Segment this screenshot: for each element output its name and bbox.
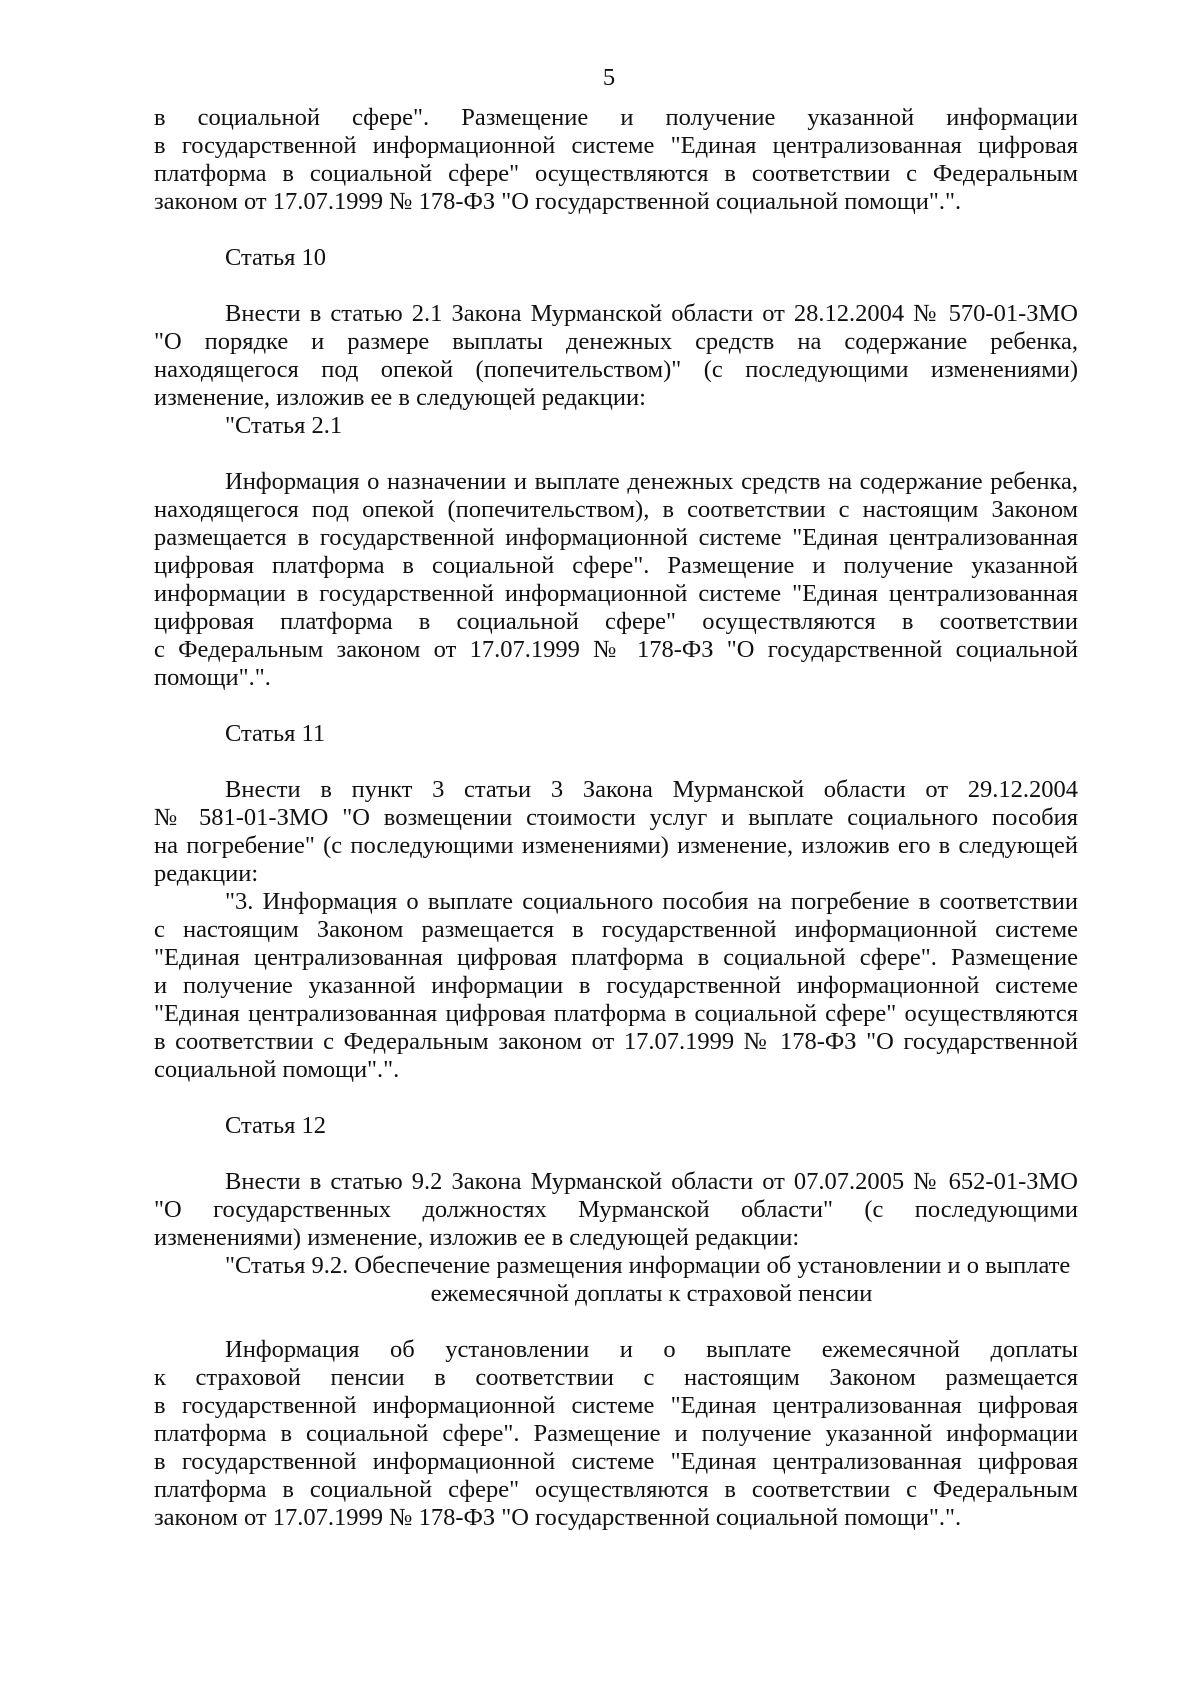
paragraph-line: платформа в социальной сфере" осуществляются в соответствии с Федеральным: [154, 160, 1078, 187]
spacer: [154, 272, 1078, 300]
paragraph-line: цифровая платформа в социальной сфере" осуществляются в соответствии: [154, 608, 1078, 635]
paragraph-line: "О порядке и размере выплаты денежных средств на содержание ребенка,: [154, 328, 1078, 355]
paragraph-line: информации в государственной информационной системе "Единая централизованная: [154, 580, 1078, 607]
paragraph-line: размещается в государственной информационной системе "Единая централизованная: [154, 524, 1078, 551]
paragraph-line: на погребение" (с последующими изменениями) изменение, изложив его в следующей: [154, 832, 1078, 859]
paragraph-line: "3. Информация о выплате социального пособия на погребение в соответствии: [225, 888, 1078, 915]
page-number: 5: [602, 64, 616, 91]
paragraph-line: "Единая централизованная цифровая платформа в социальной сфере" осуществляются: [154, 1000, 1078, 1027]
paragraph-line: № 581-01-ЗМО "О возмещении стоимости услуг и выплате социального пособия: [154, 804, 1078, 831]
paragraph-line: платформа в социальной сфере" осуществляются в соответствии с Федеральным: [154, 1476, 1078, 1503]
paragraph-line: "О государственных должностях Мурманской области" (с последующими: [154, 1196, 1078, 1223]
article-title-10: Статья 10: [225, 244, 327, 271]
paragraph-line: с настоящим Законом размещается в государственной информационной системе: [154, 916, 1078, 943]
paragraph-line: "Единая централизованная цифровая платформа в социальной сфере". Размещение: [154, 944, 1078, 971]
paragraph-line: в государственной информационной системе "Единая централизованная цифровая: [154, 1392, 1078, 1419]
document-text: [154, 104, 1078, 1532]
paragraph-line: социальной помощи".".: [154, 1056, 400, 1083]
paragraph-line: цифровая платформа в социальной сфере". Размещение и получение указанной: [154, 552, 1078, 579]
paragraph-line: изменение, изложив ее в следующей редакции:: [154, 384, 646, 411]
paragraph-line: законом от 17.07.1999 № 178-ФЗ "О государственной социальной помощи".".: [154, 1504, 962, 1531]
paragraph-line: в социальной сфере". Размещение и получение указанной информации: [154, 104, 1078, 131]
spacer: [154, 692, 1078, 720]
paragraph-line: с Федеральным законом от 17.07.1999 № 178-ФЗ "О государственной социальной: [154, 636, 1078, 663]
paragraph-line: законом от 17.07.1999 № 178-ФЗ "О государственной социальной помощи".".: [154, 188, 962, 215]
paragraph-line: к страховой пенсии в соответствии с настоящим Законом размещается: [154, 1364, 1078, 1391]
paragraph-line: Информация о назначении и выплате денежных средств на содержание ребенка,: [225, 468, 1078, 495]
paragraph-line: в соответствии с Федеральным законом от 17.07.1999 № 178-ФЗ "О государственной: [154, 1028, 1078, 1055]
paragraph-line: изменениями) изменение, изложив ее в следующей редакции:: [154, 1224, 800, 1251]
spacer: [154, 1084, 1078, 1112]
spacer: [154, 1140, 1078, 1168]
article-title-11: Статья 11: [225, 720, 326, 747]
paragraph-line: Внести в пункт 3 статьи 3 Закона Мурманской области от 29.12.2004: [225, 776, 1078, 803]
quoted-article-heading-continuation: ежемесячной доплаты к страховой пенсии: [430, 1280, 873, 1307]
quoted-article-heading: "Статья 9.2. Обеспечение размещения информации об установлении и о выплате: [225, 1252, 1071, 1279]
paragraph-line: в государственной информационной системе "Единая централизованная цифровая: [154, 1448, 1078, 1475]
article-title-12: Статья 12: [225, 1112, 327, 1139]
paragraph-line: Внести в статью 2.1 Закона Мурманской области от 28.12.2004 № 570-01-ЗМО: [225, 300, 1078, 327]
paragraph-line: Информация об установлении и о выплате ежемесячной доплаты: [225, 1336, 1078, 1363]
paragraph-line: находящегося под опекой (попечительством), в соответствии с настоящим Законом: [154, 496, 1078, 523]
spacer: [154, 1308, 1078, 1336]
paragraph-line: редакции:: [154, 860, 259, 887]
quoted-article-heading: "Статья 2.1: [225, 412, 343, 439]
spacer: [154, 440, 1078, 468]
spacer: [154, 216, 1078, 244]
paragraph-line: и получение указанной информации в государственной информационной системе: [154, 972, 1078, 999]
paragraph-line: Внести в статью 9.2 Закона Мурманской области от 07.07.2005 № 652-01-ЗМО: [225, 1168, 1078, 1195]
spacer: [154, 748, 1078, 776]
paragraph-line: платформа в социальной сфере". Размещение и получение указанной информации: [154, 1420, 1078, 1447]
paragraph-line: находящегося под опекой (попечительством)" (с последующими изменениями): [154, 356, 1078, 383]
paragraph-line: помощи".".: [154, 664, 271, 691]
paragraph-line: в государственной информационной системе "Единая централизованная цифровая: [154, 132, 1078, 159]
